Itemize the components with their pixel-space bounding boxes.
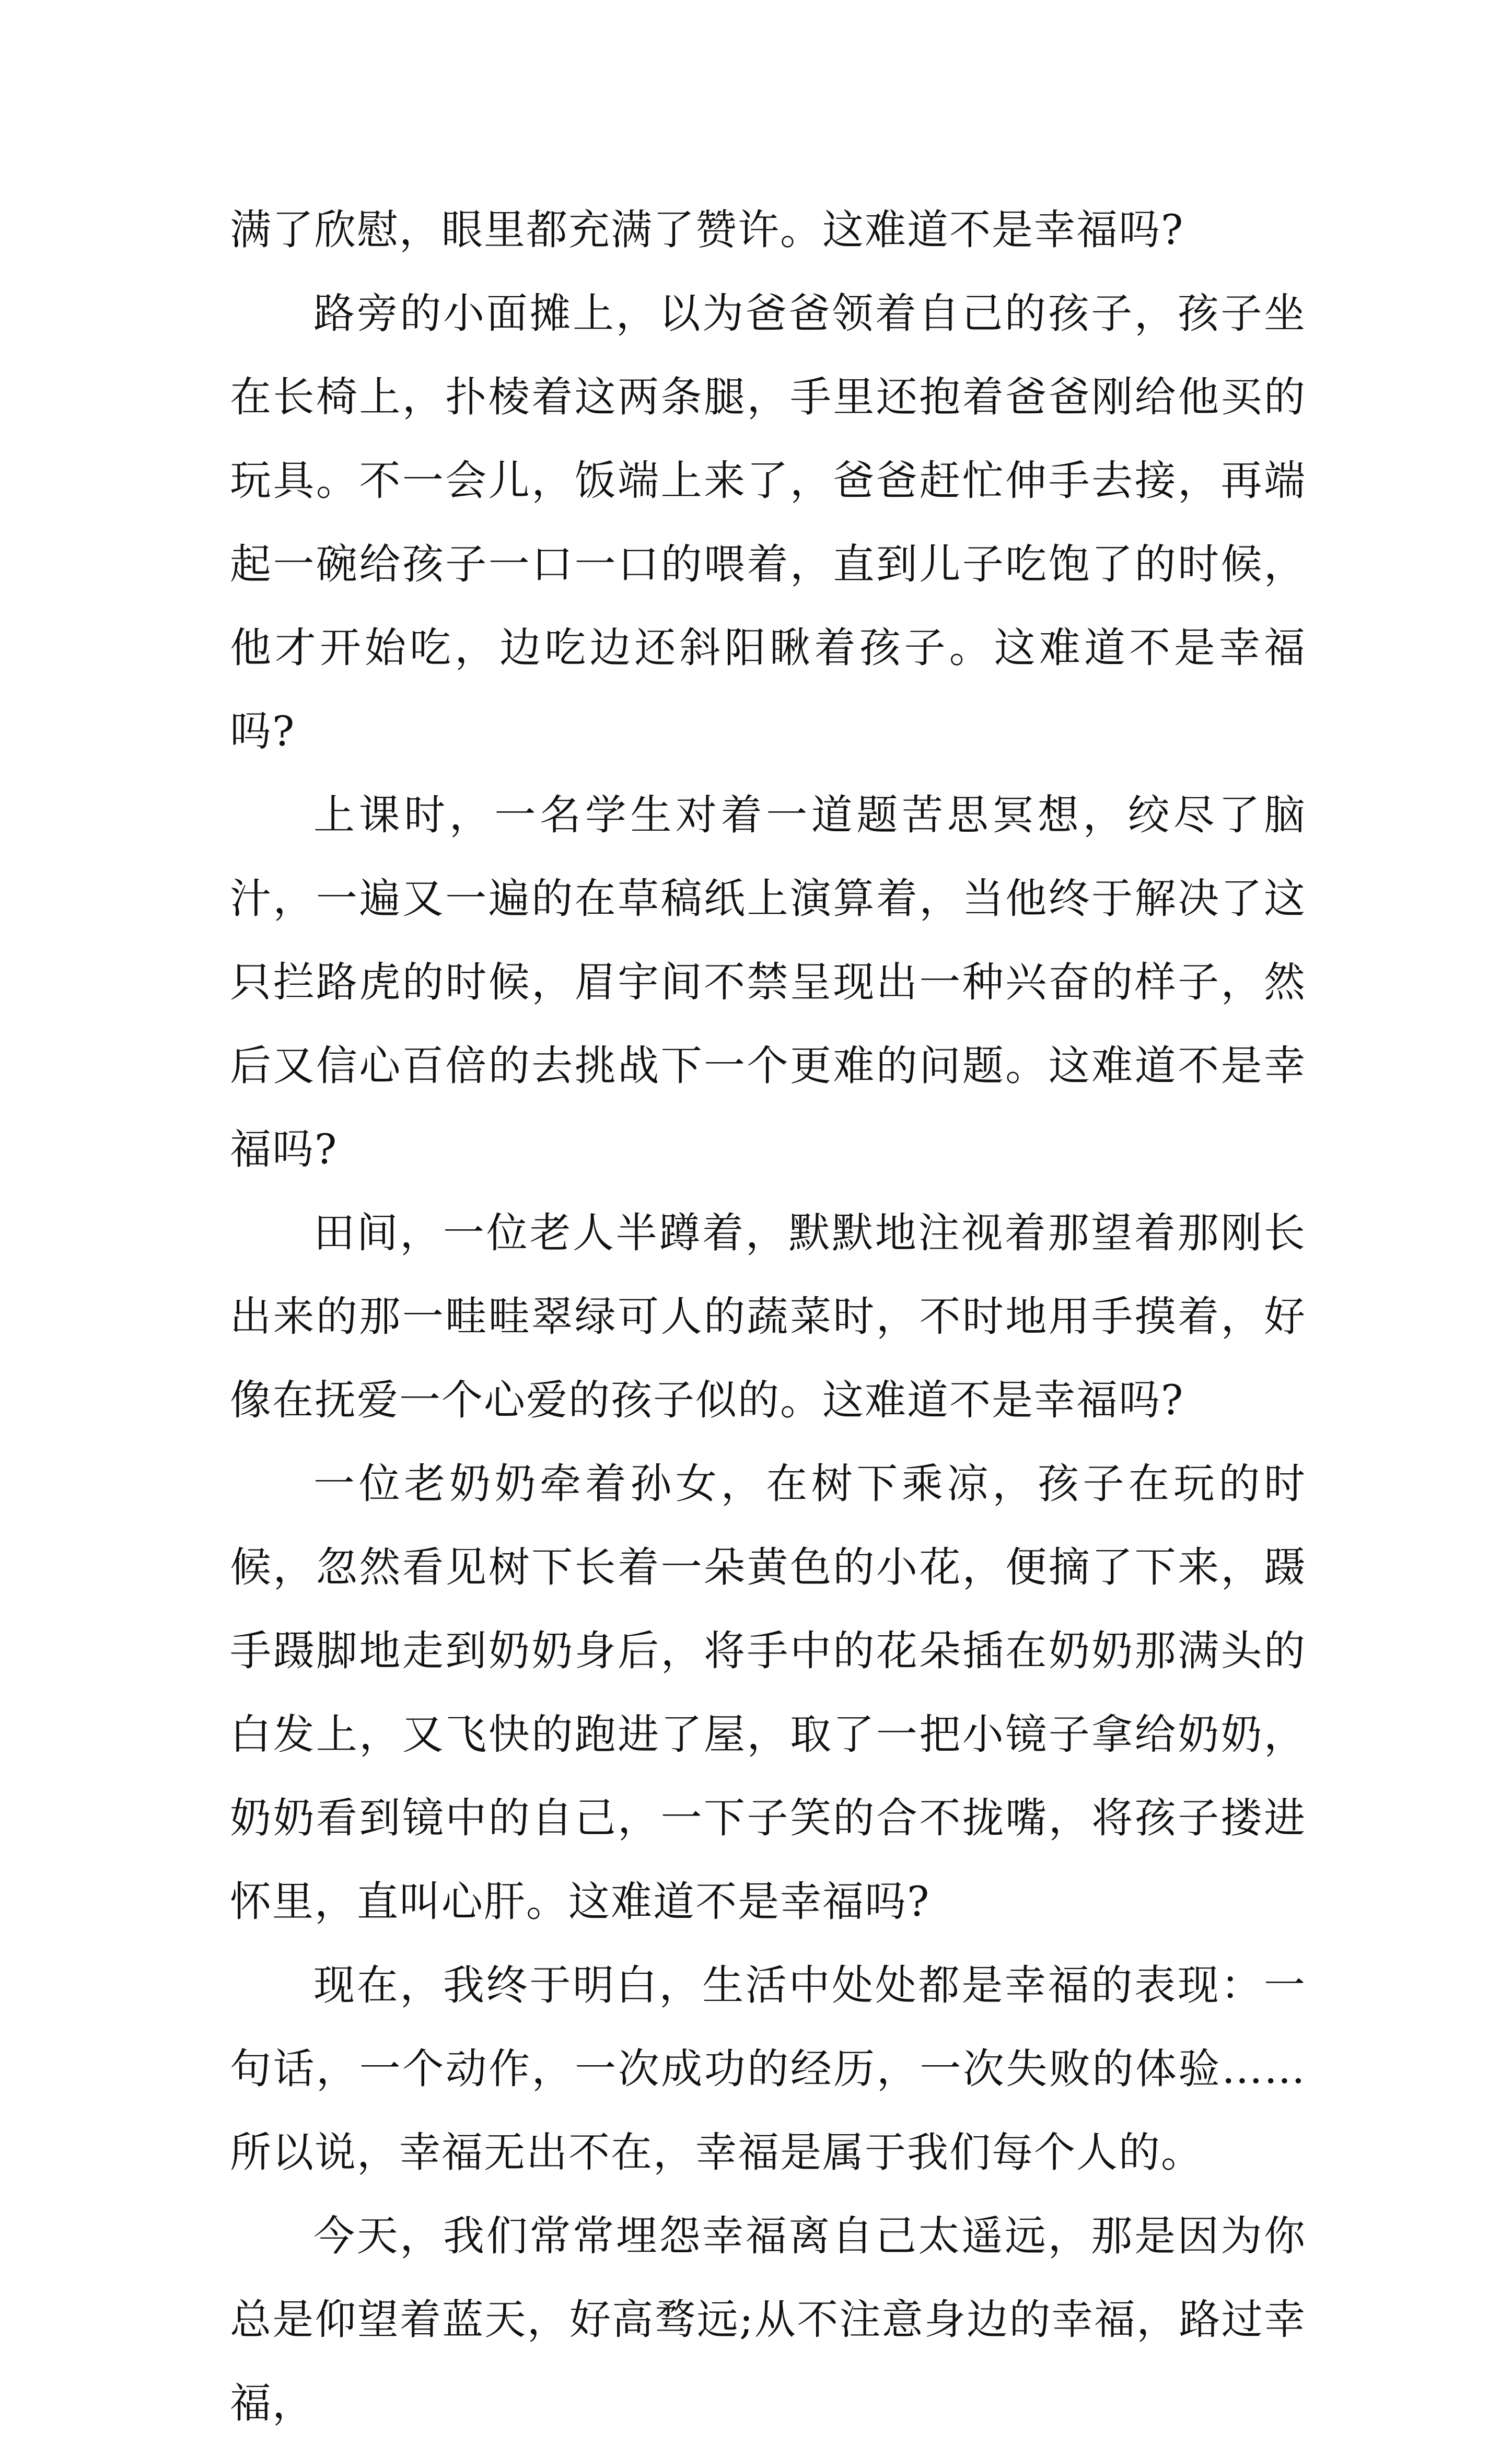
- paragraph-noodle-stall: 路旁的小面摊上，以为爸爸领着自己的孩子，孩子坐在长椅上，扑棱着这两条腿，手里还抱着爸爸刚给他买的玩具。不一会儿，饭端上来了，爸爸赶忙伸手去接，再端起一碗给孩子一口一口的喂着，直到儿子吃饱了的时候，他才开始吃，边吃边还斜阳瞅着孩子。这难道不是幸福吗?: [230, 289, 1306, 755]
- paragraph-continuation: 满了欣慰，眼里都充满了赞许。这难道不是幸福吗?: [230, 206, 1184, 254]
- paragraph-grandmother: 一位老奶奶牵着孙女，在树下乘凉，孩子在玩的时候，忽然看见树下长着一朵黄色的小花，便摘了下来，蹑手蹑脚地走到奶奶身后，将手中的花朵插在奶奶那满头的白发上，又飞快的跑进了屋，取了一把小镜子拿给奶奶，奶奶看到镜中的自己，一下子笑的合不拢嘴，将孩子搂进怀里，直叫心肝。这难道不是幸福吗?: [230, 1460, 1306, 1926]
- paragraph-field: 田间，一位老人半蹲着，默默地注视着那望着那刚长出来的那一畦畦翠绿可人的蔬菜时，不时地用手摸着，好像在抚爱一个心爱的孩子似的。这难道不是幸福吗?: [230, 1209, 1306, 1424]
- paragraph-realization: 现在，我终于明白，生活中处处都是幸福的表现：一句话，一个动作，一次成功的经历，一次失败的体验……所以说，幸福无出不在，幸福是属于我们每个人的。: [230, 1961, 1306, 2176]
- paragraph-classroom: 上课时，一名学生对着一道题苦思冥想，绞尽了脑汁，一遍又一遍的在草稿纸上演算着，当他终于解决了这只拦路虎的时候，眉宇间不禁呈现出一种兴奋的样子，然后又信心百倍的去挑战下一个更难的问题。这难道不是幸福吗?: [230, 791, 1306, 1173]
- text-body: [230, 188, 1306, 2445]
- paragraph-today: 今天，我们常常埋怨幸福离自己太遥远，那是因为你总是仰望着蓝天，好高骛远;从不注意身边的幸福，路过幸福，: [230, 2212, 1306, 2427]
